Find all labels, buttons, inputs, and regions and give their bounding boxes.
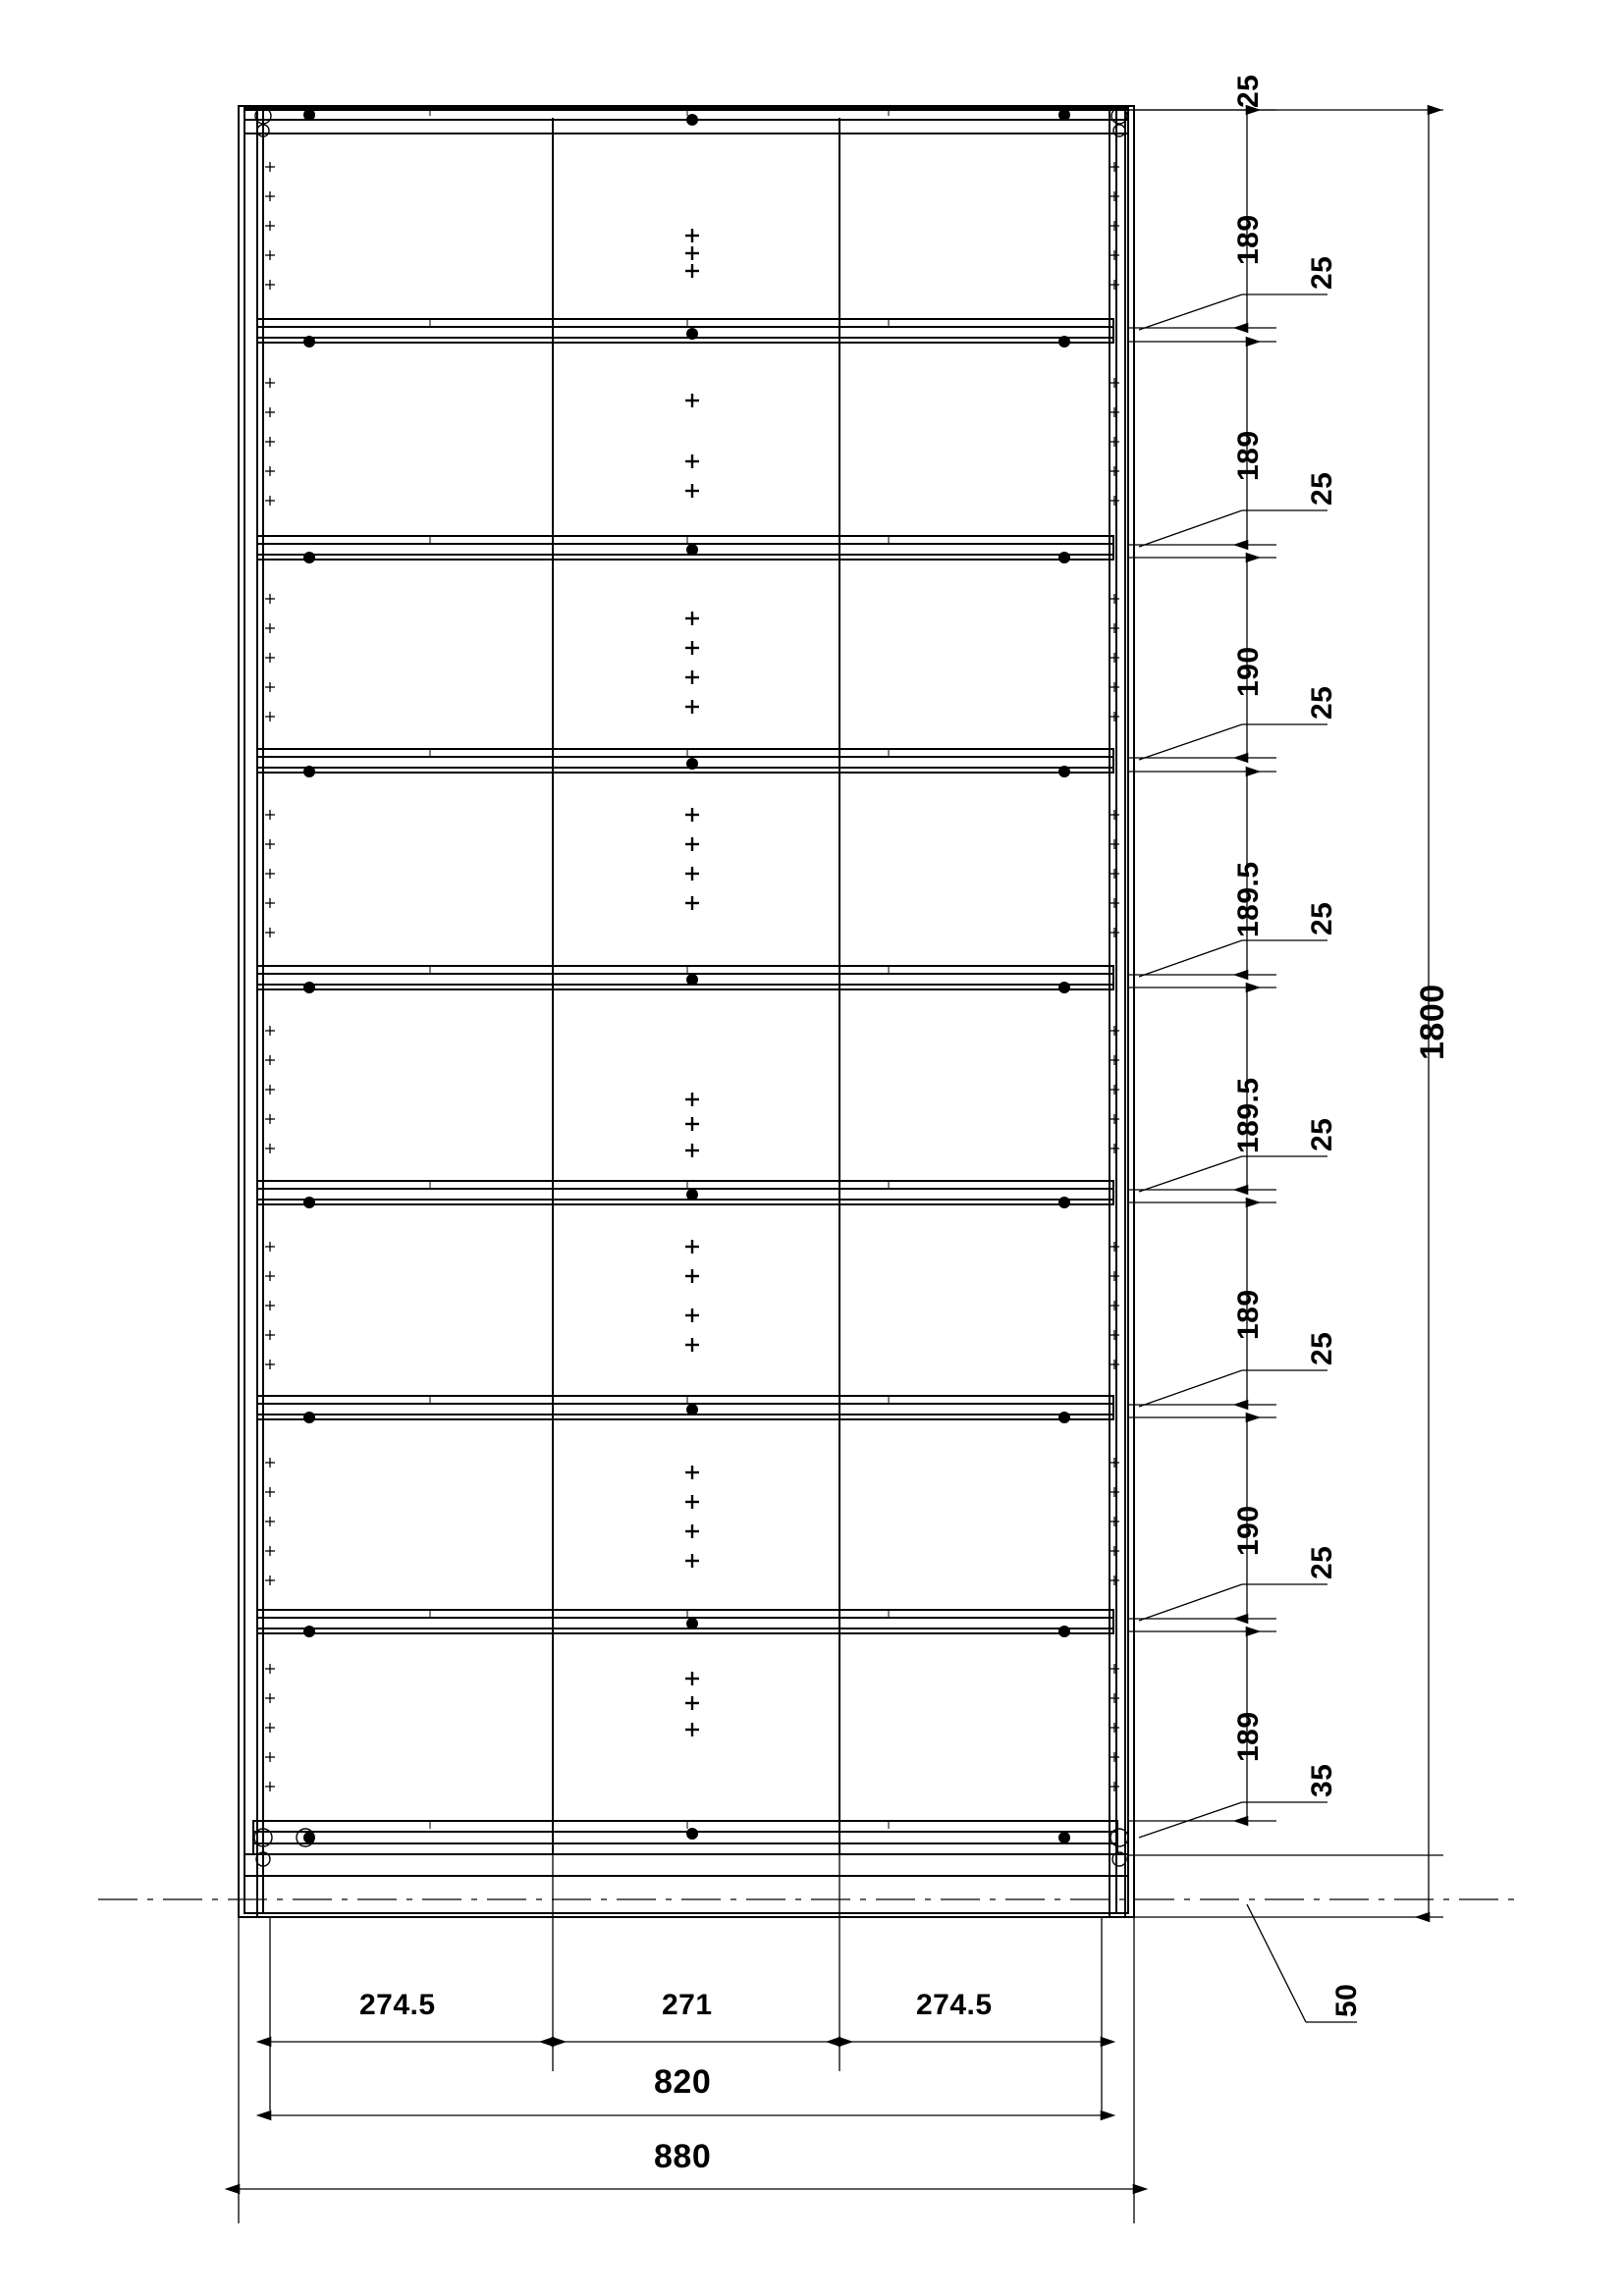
dim-274-5-left: 274.5 <box>359 1989 436 2021</box>
dim-1895-2: 189.5 <box>1232 1077 1265 1153</box>
dim-50: 50 <box>1330 1983 1363 2017</box>
dim-25-1: 25 <box>1306 255 1338 290</box>
dim-271-mid: 271 <box>662 1989 713 2021</box>
dim-25-top: 25 <box>1232 74 1265 108</box>
dim-274-5-right: 274.5 <box>916 1989 993 2021</box>
dim-25-5: 25 <box>1306 1117 1338 1151</box>
dim-880: 880 <box>654 2138 712 2175</box>
dim-35: 35 <box>1306 1763 1338 1797</box>
dim-25-3: 25 <box>1306 685 1338 720</box>
dim-25-4: 25 <box>1306 901 1338 935</box>
dim-190-1: 190 <box>1232 646 1265 697</box>
dim-total-height: 1800 <box>1414 984 1451 1060</box>
dim-189-1: 189 <box>1232 214 1265 265</box>
dim-190-2: 190 <box>1232 1505 1265 1556</box>
dim-25-2: 25 <box>1306 471 1338 506</box>
dim-25-6: 25 <box>1306 1331 1338 1365</box>
dim-189-3: 189 <box>1232 1289 1265 1340</box>
dim-1895-1: 189.5 <box>1232 861 1265 937</box>
dim-189-2: 189 <box>1232 430 1265 481</box>
dim-820: 820 <box>654 2063 712 2101</box>
fastener-marks <box>303 109 1070 1843</box>
dim-189-4: 189 <box>1232 1711 1265 1762</box>
dim-25-7: 25 <box>1306 1545 1338 1579</box>
